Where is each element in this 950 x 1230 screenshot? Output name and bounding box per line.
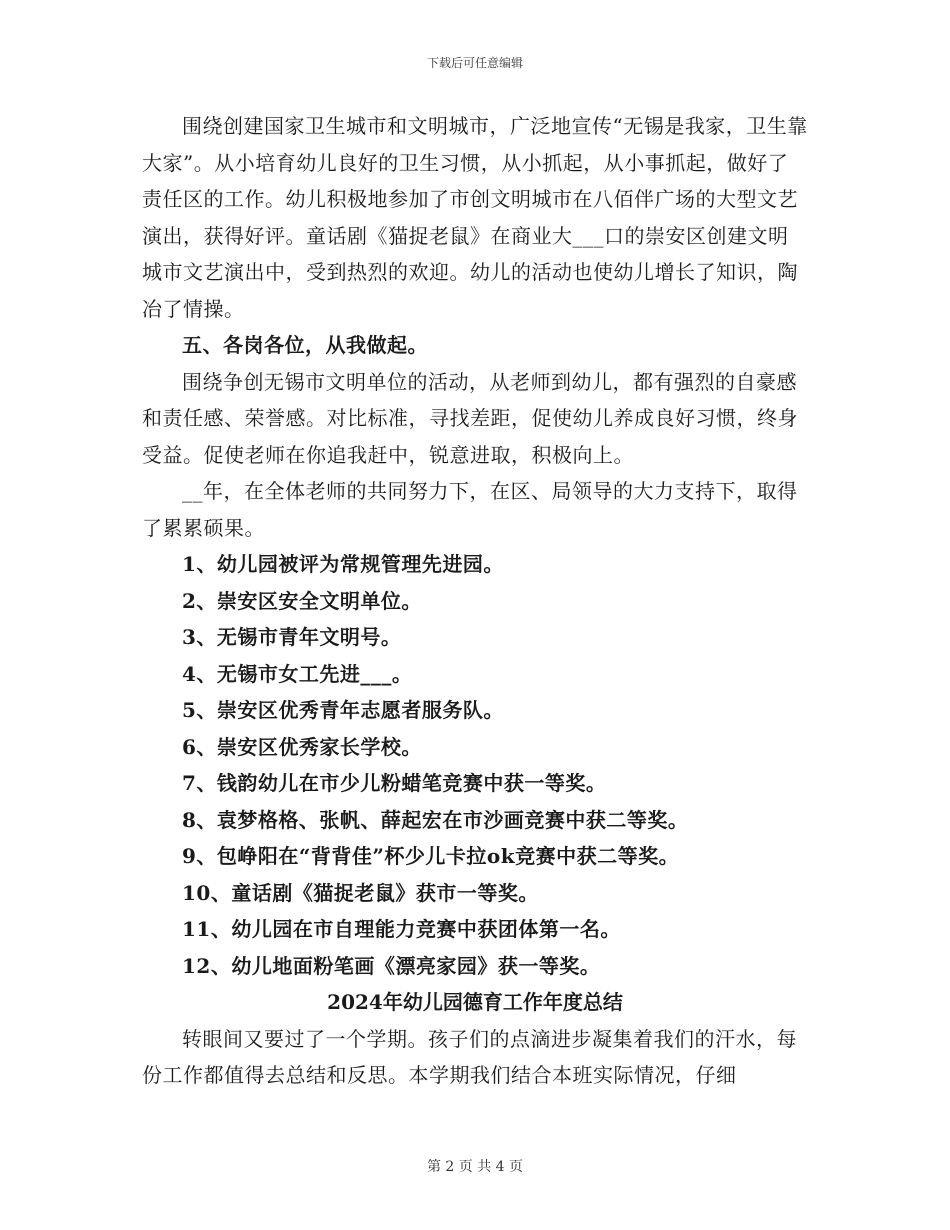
list-item: 12、幼儿地面粉笔画《漂亮家园》获一等奖。	[182, 953, 601, 978]
list-item: 4、无锡市女工先进___。	[182, 661, 413, 686]
list-item: 9、包峥阳在“背背佳”杯少儿卡拉ok竞赛中获二等奖。	[182, 844, 680, 868]
section-heading-5: 五、各岗各位，从我做起。	[182, 333, 428, 357]
list-item: 7、钱韵幼儿在市少儿粉蜡笔竞赛中获一等奖。	[182, 771, 607, 795]
list-item: 2、崇安区安全文明单位。	[182, 588, 422, 613]
paragraph-moral-summary-intro: 转眼间又要过了一个学期。孩子们的点滴进步凝集着我们的汗水，每份工作都值得去总结和反思。本学期我们结合本班实际情况，仔细	[142, 1026, 797, 1087]
header-note: 下载后可任意编辑	[426, 56, 523, 70]
document-body	[142, 108, 808, 1094]
paragraph-civilized-unit: 围绕争创无锡市文明单位的活动，从老师到幼儿，都有强烈的自豪感和责任感、荣誉感。对比标准，寻找差距，促使幼儿养成良好习惯，终身受益。促使老师在你追我赶中，锐意进取，积极向上。	[142, 369, 798, 467]
list-item: 10、童话剧《猫捉老鼠》获市一等奖。	[182, 880, 539, 905]
section-title: 2024年幼儿园德育工作年度总结	[327, 990, 623, 1014]
achievement-list	[142, 546, 808, 984]
list-item: 8、袁梦格格、张帆、薛起宏在市沙画竞赛中获二等奖。	[182, 807, 689, 832]
list-item: 1、幼儿园被评为常规管理先进园。	[182, 552, 504, 576]
list-item: 3、无锡市青年文明号。	[182, 625, 402, 649]
paragraph-results-intro: __年，在全体老师的共同努力下，在区、局领导的大力支持下，取得了累累硕果。	[142, 479, 798, 540]
list-item: 11、幼儿园在市自理能力竞赛中获团体第一名。	[182, 917, 621, 941]
list-item: 6、崇安区优秀家长学校。	[182, 734, 422, 759]
paragraph-health-city: 围绕创建国家卫生城市和文明城市，广泛地宣传“无锡是我家，卫生靠大家”。从小培育幼儿良好的卫生习惯，从小抓起，从小事抓起，做好了责任区的工作。幼儿积极地参加了市创文明城市在八佰伴广场的大型文艺演出，获得好评。童话剧《猫捉老鼠》在商业大___口的崇安区创建文明城市文艺演出中，受到热烈的欢迎。幼儿的活动也使幼儿增长了知识，陶冶了情操。	[142, 114, 808, 321]
list-item: 5、崇安区优秀青年志愿者服务队。	[182, 698, 504, 722]
page-number: 第 2 页 共 4 页	[426, 1159, 524, 1175]
